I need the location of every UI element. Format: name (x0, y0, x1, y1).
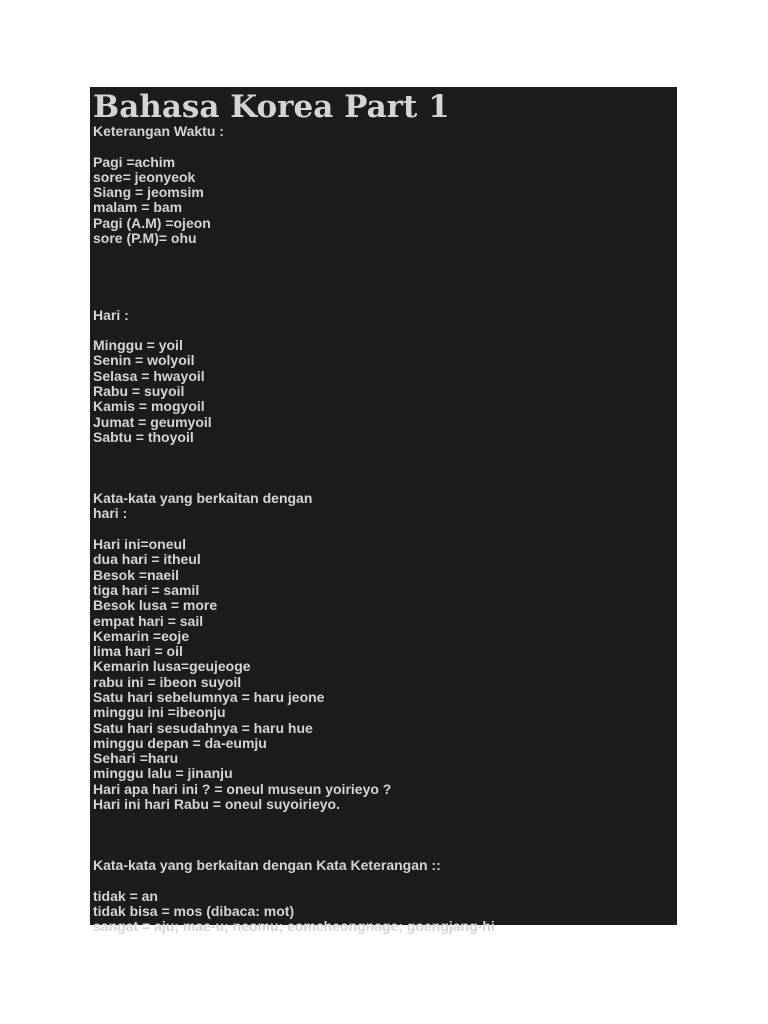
text-line: tiga hari = samil (93, 581, 200, 598)
text-line: Satu hari sebelumnya = haru jeone (93, 688, 325, 705)
text-line: Kamis = mogyoil (93, 398, 205, 415)
text-line: tidak = an (93, 887, 158, 904)
blank-line (93, 476, 495, 491)
text-line: rabu ini = ibeon suyoil (93, 673, 242, 690)
text-line: Besok =naeil (93, 566, 179, 583)
document-title: Bahasa Korea Part 1 (93, 89, 450, 125)
text-line: Selasa = hwayoil (93, 367, 205, 384)
text-line: Kata-kata yang berkaitan dengan Kata Keterangan :: (93, 857, 441, 874)
blank-line (93, 522, 495, 537)
document-body (93, 124, 495, 935)
text-line: Hari : (93, 306, 129, 323)
text-line: Hari ini hari Rabu = oneul suyoirieyo. (93, 796, 341, 813)
blank-line (93, 323, 495, 338)
text-line: Keterangan Waktu : (93, 123, 224, 139)
text-line: Hari ini=oneul (93, 536, 186, 553)
blank-line (93, 139, 495, 154)
text-line: hari : (93, 505, 128, 522)
text-line: Kemarin =eoje (93, 627, 190, 644)
text-line: tidak bisa = mos (dibaca: mot) (93, 903, 295, 920)
text-line: Siang = jeomsim (93, 184, 204, 201)
blank-line (93, 812, 495, 827)
blank-line (93, 246, 495, 261)
text-line: Rabu = suyoil (93, 383, 185, 400)
blank-line (93, 828, 495, 843)
text-line: lima hari = oil (93, 643, 183, 660)
text-line: Senin = wolyoil (93, 352, 195, 369)
blank-line (93, 843, 495, 858)
blank-line (93, 461, 495, 476)
text-line: minggu depan = da-eumju (93, 734, 267, 751)
text-line: sore= jeonyeok (93, 168, 196, 185)
blank-line (93, 277, 495, 292)
text-line: minggu ini =ibeonju (93, 704, 226, 721)
text-line: Jumat = geumyoil (93, 413, 212, 430)
text-line: Pagi (A.M) =ojeon (93, 214, 211, 231)
text-line: empat hari = sail (93, 612, 204, 629)
document-page (90, 87, 677, 935)
text-line: Besok lusa = more (93, 597, 218, 614)
text-line: minggu lalu = jinanju (93, 765, 233, 782)
text-line: Sabtu = thoyoil (93, 428, 194, 445)
text-line: sangat = aju; mae-u; neomu; eomcheongnage; goengjang-hi (93, 918, 495, 935)
text-line: Kata-kata yang berkaitan dengan (93, 490, 313, 507)
blank-line (93, 874, 495, 889)
blank-line (93, 292, 495, 307)
text-line: Minggu = yoil (93, 337, 183, 354)
text-line: Satu hari sesudahnya = haru hue (93, 719, 313, 736)
text-line: Pagi =achim (93, 153, 176, 170)
blank-line (93, 262, 495, 277)
text-line: sore (P.M)= ohu (93, 230, 197, 247)
text-line: malam = bam (93, 199, 183, 216)
text-line: dua hari = itheul (93, 551, 201, 568)
text-line: Sehari =haru (93, 750, 179, 767)
text-line: Hari apa hari ini ? = oneul museun yoirieyo ? (93, 780, 392, 797)
blank-line (93, 445, 495, 460)
text-line: Kemarin lusa=geujeoge (93, 658, 251, 675)
